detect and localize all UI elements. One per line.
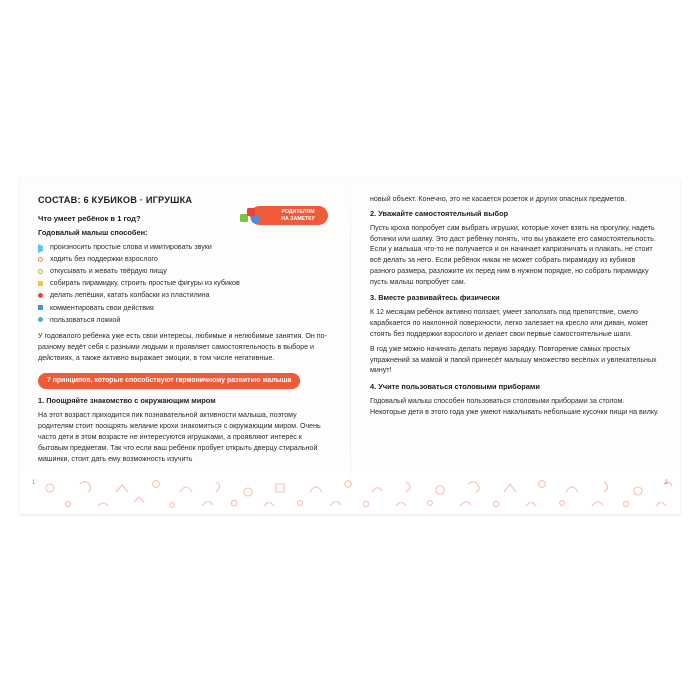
right-page-content [370, 194, 662, 424]
section-3-text2: В год уже можно начинать делать первую зарядку. Повторение самых простых упражнений за мамой и папой принесёт малышу множество весёлых и увлекательных минут! [370, 344, 657, 375]
section-3-text: К 12 месяцам ребёнок активно ползает, умеет заползать под препятствие, смело карабкается по наклонной поверхности, легко залезает на кресло или диван, может стоять без поддержки взрослого и делает свои первые самостоятельные шаги. [370, 308, 649, 338]
list-item [38, 278, 330, 289]
list-item [38, 254, 330, 265]
circle-bullet-red-icon [38, 293, 43, 298]
list-item-label: собирать пирамидку, строить простые фигуры из кубиков [50, 279, 240, 288]
square-bullet-blue-icon [38, 305, 43, 310]
triangle-bullet-blue-icon [38, 244, 48, 253]
skills-list-heading: Годовалый малыш способен: [38, 227, 148, 237]
list-item-label: пользоваться ложкой [50, 315, 121, 324]
section-4-text: Годовалый малыш способен пользоваться столовыми приборами за столом. Некоторые дети в этого года уже умеют накалывать небольшие кусочки пищи на вилку. [370, 397, 659, 416]
list-item [38, 315, 330, 326]
section-2-heading: 2. Уважайте самостоятельный выбор [370, 208, 509, 218]
page-title: СОСТАВ: 6 КУБИКОВ · ИГРУШКА [38, 195, 193, 205]
list-item-label: произносить простые слова и имитировать звуки [50, 242, 212, 251]
list-item-label: делать лепёшки, катать колбаски из пластилина [50, 291, 210, 300]
book-fold-line [350, 186, 351, 506]
continuation-text: новый объект. Конечно, это не касается розеток и других опасных предметов. [370, 195, 627, 203]
booklet-spread [20, 178, 680, 514]
square-bullet-yellow-icon [38, 281, 43, 286]
section-1-text: На этот возраст приходится пик познавательной активности малыша, поэтому родителям стоит поощрять желание крохи знакомиться с окружающим миром. Очень часто дети в этом возрасте не интересуются игрушками, а проявляют интерес к бытовым предметам. Так что если ваш ребёнок пробует открыть дверцу стиральной машинки, стоит дать ему возможность изучить [38, 411, 321, 463]
list-item [38, 266, 330, 277]
section-1-heading: 1. Поощряйте знакомство с окружающим миром [38, 396, 216, 406]
list-item [38, 242, 330, 253]
page-number-left: 1 [32, 480, 36, 486]
left-page-content [38, 194, 330, 470]
left-intro-paragraph: У годовалого ребёнка уже есть свои интересы, любимые и нелюбимые занятия. Он по-разному ведёт себя с разными людьми и проявляет самостоятельность в выборе и действиях, а также активно выражает эмоции, в том числе негативные. [38, 332, 327, 362]
left-subtitle: Что умеет ребёнок в 1 год? [38, 213, 141, 223]
list-item-label: ходить без поддержки взрослого [50, 254, 158, 263]
list-item [38, 303, 330, 314]
list-item-label: комментировать свои действия [50, 303, 154, 312]
circle-bullet-teal-icon [38, 317, 43, 322]
note-tag-line2: НА ЗАМЕТКУ [281, 215, 315, 222]
parents-note-tag [250, 206, 328, 225]
circle-outline-bullet-green-icon [38, 269, 43, 274]
cubes-icon [240, 207, 266, 225]
section-4-heading: 4. Учите пользоваться столовыми приборами [370, 382, 540, 392]
section-2-text: Пусть кроха попробует сам выбрать игрушки, которые хочет взять на прогулку, надеть ботинки или шапку. Это даст ребёнку понять, что вы уважаете его самостоятельность. Если у малыша что-то не получается и он начинает капризничать и плакать, не стоит всё делать за него. Если ребёнок никак не может собрать пирамидку из кубиков разного размера, разложите их перед ним в нужном порядке, но собрать пирамидку пусть малыш попробует сам. [370, 223, 656, 286]
note-tag-line1: РОДИТЕЛЯМ [281, 209, 315, 215]
page-number-right: 2 [664, 480, 668, 486]
list-item [38, 290, 330, 301]
principles-banner: 7 принципов, которые способствуют гармоничному развитию малыша [38, 373, 300, 390]
section-3-heading: 3. Вместе развивайтесь физически [370, 293, 500, 303]
skills-list [38, 242, 330, 325]
circle-outline-bullet-orange-icon [38, 257, 43, 262]
list-item-label: откусывать и жевать твёрдую пищу [50, 267, 167, 276]
